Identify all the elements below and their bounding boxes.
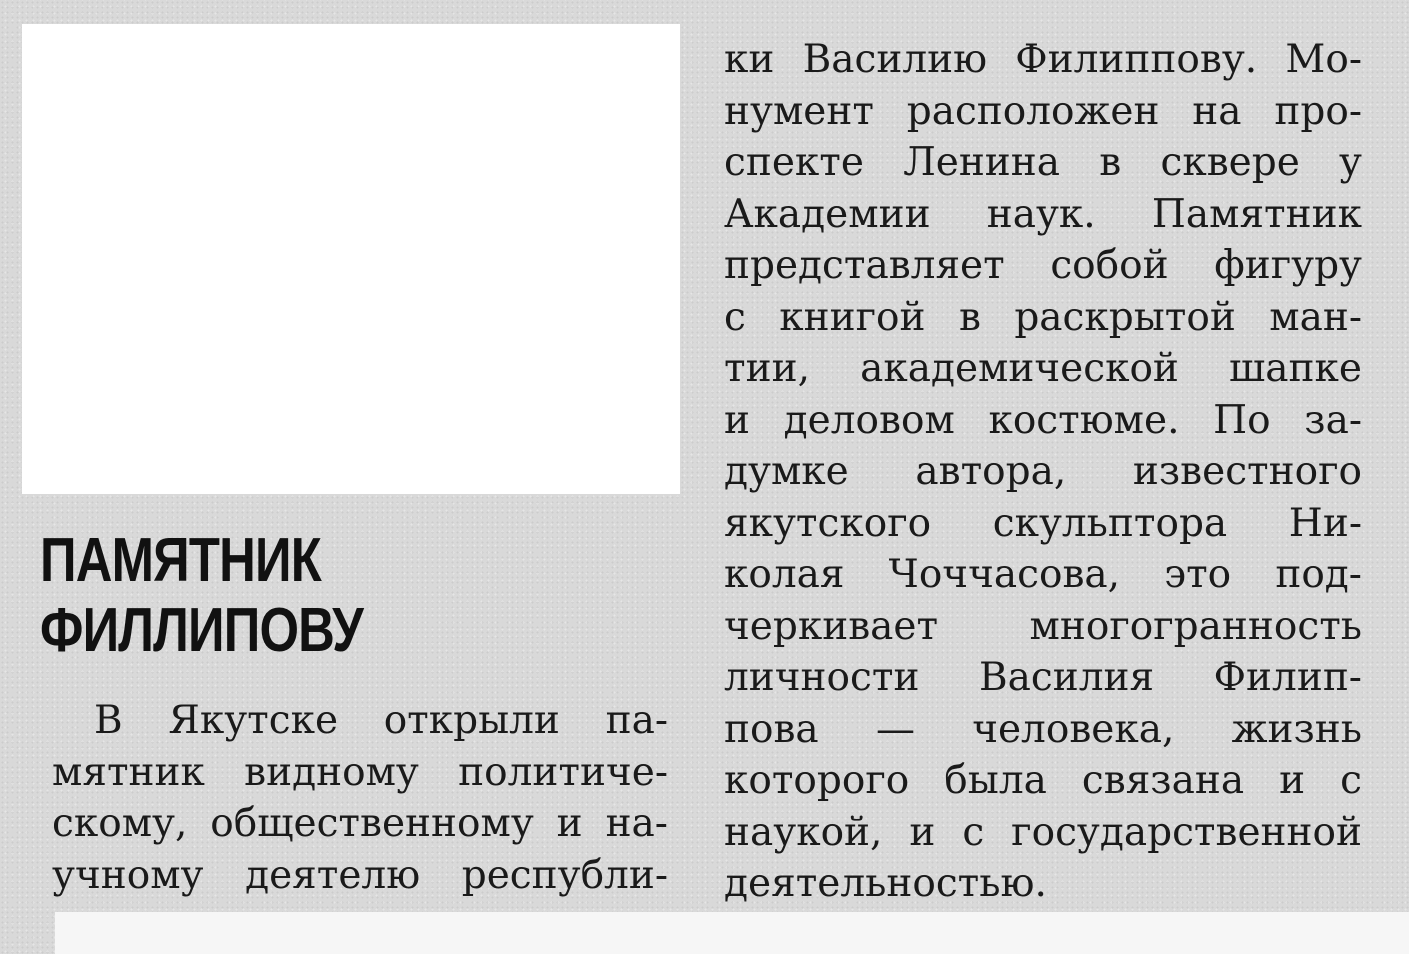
text-line: мятник видному политиче-: [52, 749, 668, 795]
text-line: которого была связана и с: [724, 758, 1362, 803]
text-line: тии, академической шапке: [724, 346, 1362, 391]
text-line: спекте Ленина в сквере у: [724, 140, 1362, 185]
text-line: В Якутске открыли па-: [94, 698, 668, 743]
text-line: нумент расположен на про-: [724, 88, 1362, 134]
text-line: учному деятелю республи-: [52, 852, 668, 898]
text-line: колая Чоччасова, это под-: [724, 552, 1362, 597]
text-line: наукой, и с государственной: [724, 809, 1362, 855]
text-line: думке автора, известного: [724, 449, 1362, 494]
text-line: якутского скульптора Ни-: [724, 500, 1362, 546]
headline-line: ФИЛЛИПОВУ: [40, 596, 363, 665]
headline-line: ПАМЯТНИК: [40, 526, 321, 595]
right-column: [724, 34, 1362, 910]
left-column: [52, 695, 668, 901]
text-line: пова — человека, жизнь: [724, 706, 1362, 752]
text-line: скому, общественному и на-: [52, 801, 668, 846]
text-line: с книгой в раскрытой ман-: [724, 294, 1362, 340]
text-line: личности Василия Филип-: [724, 655, 1362, 700]
blank-strip: [55, 912, 1409, 954]
text-line: деятельностью.: [724, 861, 1047, 906]
article-headline: [40, 526, 363, 666]
text-line: Академии наук. Памятник: [724, 191, 1362, 237]
text-line: ки Василию Филиппову. Мо-: [724, 37, 1362, 82]
text-line: черкивает многогранность: [724, 603, 1362, 649]
text-line: и деловом костюме. По за-: [724, 397, 1362, 443]
photo-area: [22, 24, 680, 494]
text-line: представляет собой фигуру: [724, 243, 1362, 288]
